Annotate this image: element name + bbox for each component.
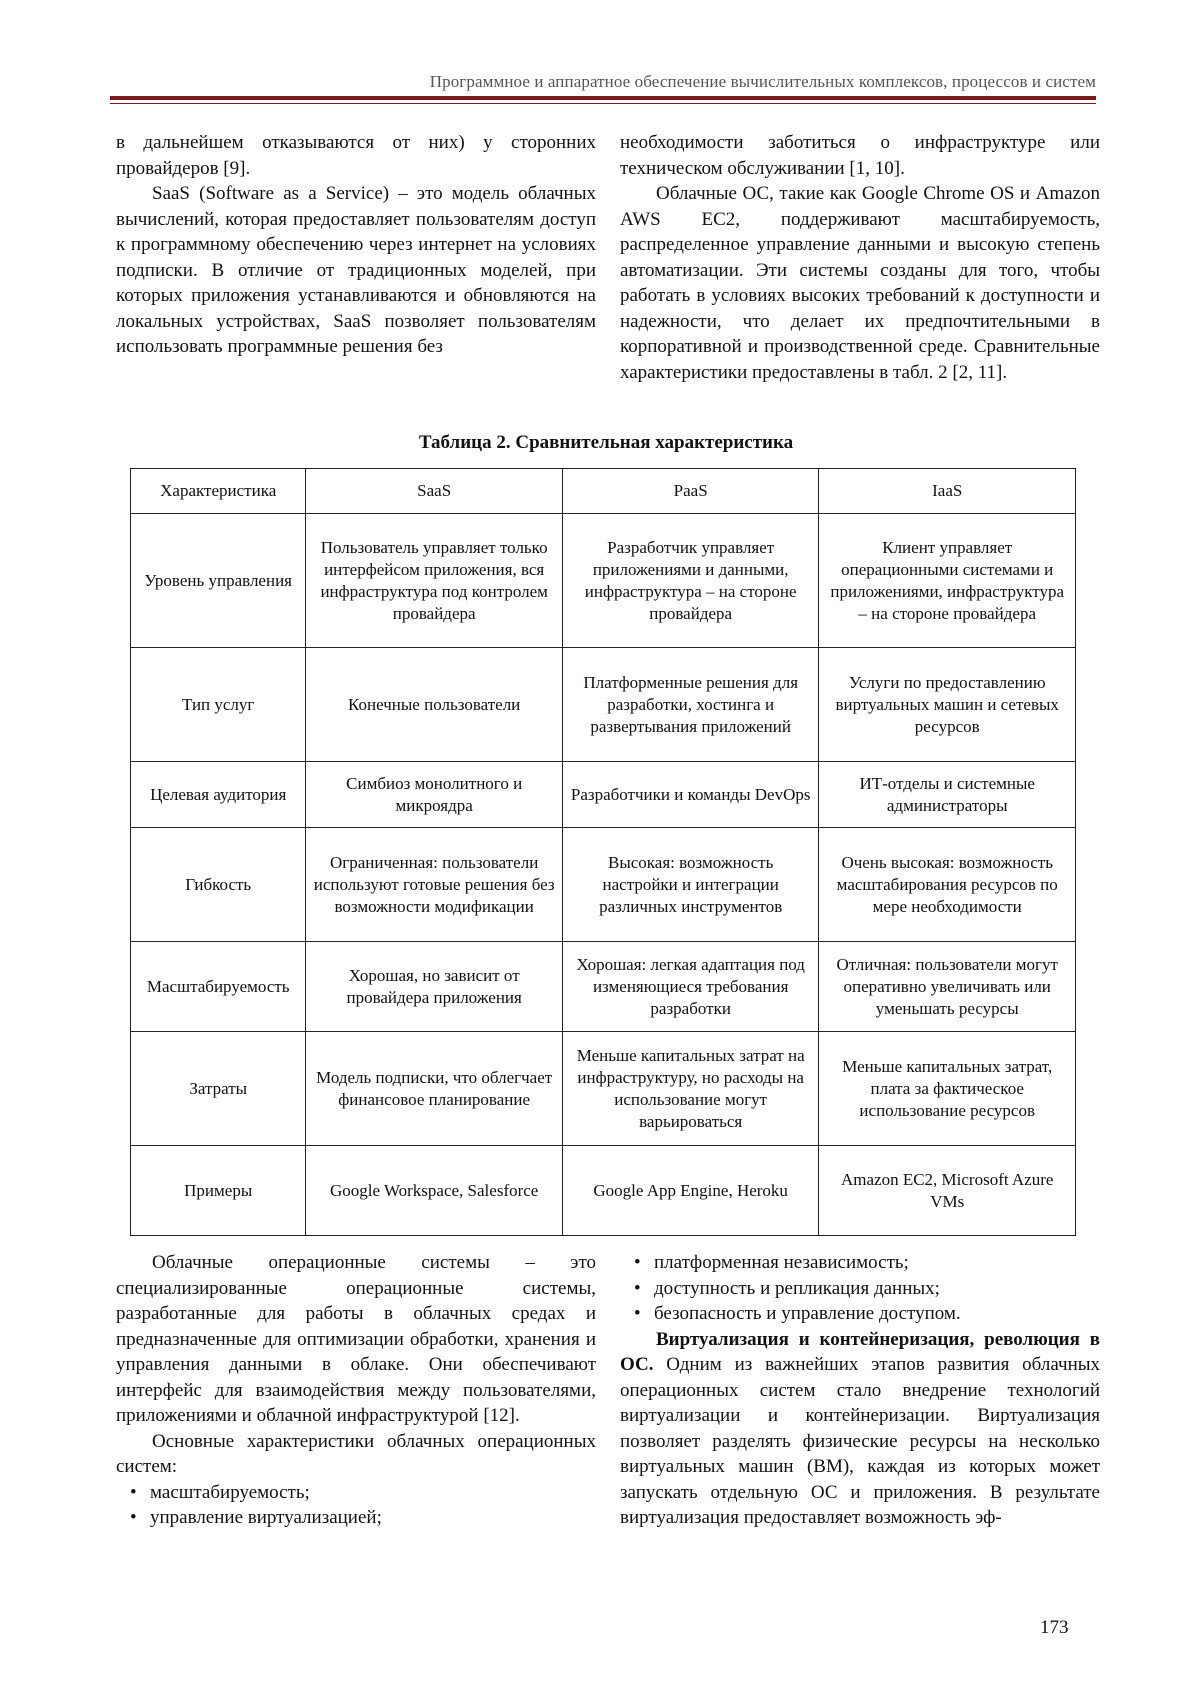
table-header-row (131, 469, 1076, 514)
table-header-cell: SaaS (306, 469, 563, 514)
table-cell: Меньше капитальных затрат на инфраструктуру, но расходы на использование могут варьироваться (562, 1032, 819, 1146)
table-cell: Меньше капитальных затрат, плата за фактическое использование ресурсов (819, 1032, 1076, 1146)
table-row (131, 942, 1076, 1032)
paragraph: Облачные операционные системы – это специализированные операционные системы, разработанные для работы в облачных средах и предназначенные для оптимизации обработки, хранения и управления данными в облаке. Они обеспечивают интерфейс для взаимодействия между пользователями, приложениями и облачной инфраструктурой [12]. (116, 1252, 596, 1426)
table-cell: Затраты (131, 1032, 306, 1146)
list-item (116, 1480, 596, 1506)
table-cell: Уровень управления (131, 514, 306, 648)
table-cell: Примеры (131, 1146, 306, 1236)
table-cell: Гибкость (131, 828, 306, 942)
bullet-icon: • (130, 1481, 137, 1503)
paragraph: Облачные ОС, такие как Google Chrome OS и Amazon AWS EC2, поддерживают масштабируемость, распределенное управление данными и высокую степень автоматизации. Эти системы созданы для того, чтобы работать в условиях высоких требований к доступности и надежности, что делает их предпочтительными в корпоративной и производственной среде. Сравнительные характеристики предоставлены в табл. 2 [2, 11]. (620, 183, 1100, 383)
table-cell: Симбиоз монолитного и микроядра (306, 762, 563, 828)
bullet-list (620, 1250, 1100, 1327)
paragraph (620, 1327, 1100, 1531)
table-cell: Клиент управляет операционными системами и приложениями, инфраструктура – на стороне провайдера (819, 514, 1076, 648)
paragraph-text: Одним из важнейших этапов развития облачных операционных систем стало внедрение технологий виртуализации и контейнеризации. Виртуализация позволяет разделять физические ресурсы на несколько виртуальных машин (ВМ), каждая из которых может запускать отдельную ОС и приложения. В результате виртуализация предоставляет возможность эф- (620, 1354, 1101, 1528)
table-row (131, 648, 1076, 762)
table-cell: Услуги по предоставлению виртуальных машин и сетевых ресурсов (819, 648, 1076, 762)
table-cell: Платформенные решения для разработки, хостинга и развертывания приложений (562, 648, 819, 762)
paragraph: необходимости заботиться о инфраструктуре или техническом обслуживании [1, 10]. (620, 132, 1100, 179)
bottom-left-column (116, 1250, 596, 1531)
list-item-text: доступность и репликация данных; (654, 1277, 940, 1299)
table-cell: Хорошая, но зависит от провайдера приложения (306, 942, 563, 1032)
table-cell: Целевая аудитория (131, 762, 306, 828)
table-cell: Разработчик управляет приложениями и данными, инфраструктура – на стороне провайдера (562, 514, 819, 648)
section-heading: Виртуализация и контейнеризация, революция в ОС. (620, 1328, 1100, 1375)
list-item (620, 1250, 1100, 1276)
table-header-cell: PaaS (562, 469, 819, 514)
table-cell: Пользователь управляет только интерфейсом приложения, вся инфраструктура под контролем провайдера (306, 514, 563, 648)
table-cell: Очень высокая: возможность масштабирования ресурсов по мере необходимости (819, 828, 1076, 942)
running-header: Программное и аппаратное обеспечение вычислительных комплексов, процессов и систем (429, 72, 1096, 91)
list-item-text: платформенная независимость; (654, 1252, 909, 1273)
table-cell: ИТ-отделы и системные администраторы (819, 762, 1076, 828)
paragraph: SaaS (Software as a Service) – это модель облачных вычислений, которая предоставляет пользователям доступ к программному обеспечению через интернет на условиях подписки. В отличие от традиционных моделей, при которых приложения устанавливаются и обновляются на локальных устройствах, SaaS позволяет пользователям использовать программные решения без (116, 183, 596, 357)
bullet-list (116, 1480, 596, 1531)
list-item-text: управление виртуализацией; (150, 1507, 382, 1528)
bullet-icon: • (634, 1252, 641, 1273)
table-cell: Тип услуг (131, 648, 306, 762)
table-cell: Разработчики и команды DevOps (562, 762, 819, 828)
paragraph: Основные характеристики облачных операционных систем: (116, 1430, 596, 1477)
table-row (131, 1146, 1076, 1236)
top-left-column (116, 130, 596, 360)
table-cell: Google Workspace, Salesforce (306, 1146, 563, 1236)
comparison-table (130, 468, 1076, 1236)
paragraph: в дальнейшем отказываются от них) у сторонних провайдеров [9]. (116, 132, 596, 179)
header-rule-thin (110, 103, 1096, 104)
top-right-column (620, 130, 1100, 385)
table-cell: Отличная: пользователи могут оперативно увеличивать или уменьшать ресурсы (819, 942, 1076, 1032)
bullet-icon: • (634, 1277, 641, 1299)
table-header-cell: IaaS (819, 469, 1076, 514)
table-cell: Ограниченная: пользователи используют готовые решения без возможности модификации (306, 828, 563, 942)
table-cell: Хорошая: легкая адаптация под изменяющиеся требования разработки (562, 942, 819, 1032)
bullet-icon: • (634, 1303, 641, 1324)
list-item (116, 1505, 596, 1531)
list-item-text: безопасность и управление доступом. (654, 1303, 961, 1324)
header-rule-thick (110, 96, 1096, 100)
table-cell: Высокая: возможность настройки и интеграции различных инструментов (562, 828, 819, 942)
page-number: 173 (1040, 1617, 1069, 1638)
bottom-right-column (620, 1250, 1100, 1531)
table-cell: Масштабируемость (131, 942, 306, 1032)
table-title: Таблица 2. Сравнительная характеристика (418, 432, 794, 453)
table-cell: Конечные пользователи (306, 648, 563, 762)
table-header-cell: Характеристика (131, 469, 306, 514)
table-row (131, 762, 1076, 828)
table-cell: Модель подписки, что облегчает финансовое планирование (306, 1032, 563, 1146)
table-cell: Google App Engine, Heroku (562, 1146, 819, 1236)
table-row (131, 828, 1076, 942)
list-item (620, 1276, 1100, 1302)
table-row (131, 1032, 1076, 1146)
bullet-icon: • (130, 1507, 137, 1528)
table-cell: Amazon EC2, Microsoft Azure VMs (819, 1146, 1076, 1236)
table-row (131, 514, 1076, 648)
list-item (620, 1301, 1100, 1327)
list-item-text: масштабируемость; (150, 1481, 310, 1503)
